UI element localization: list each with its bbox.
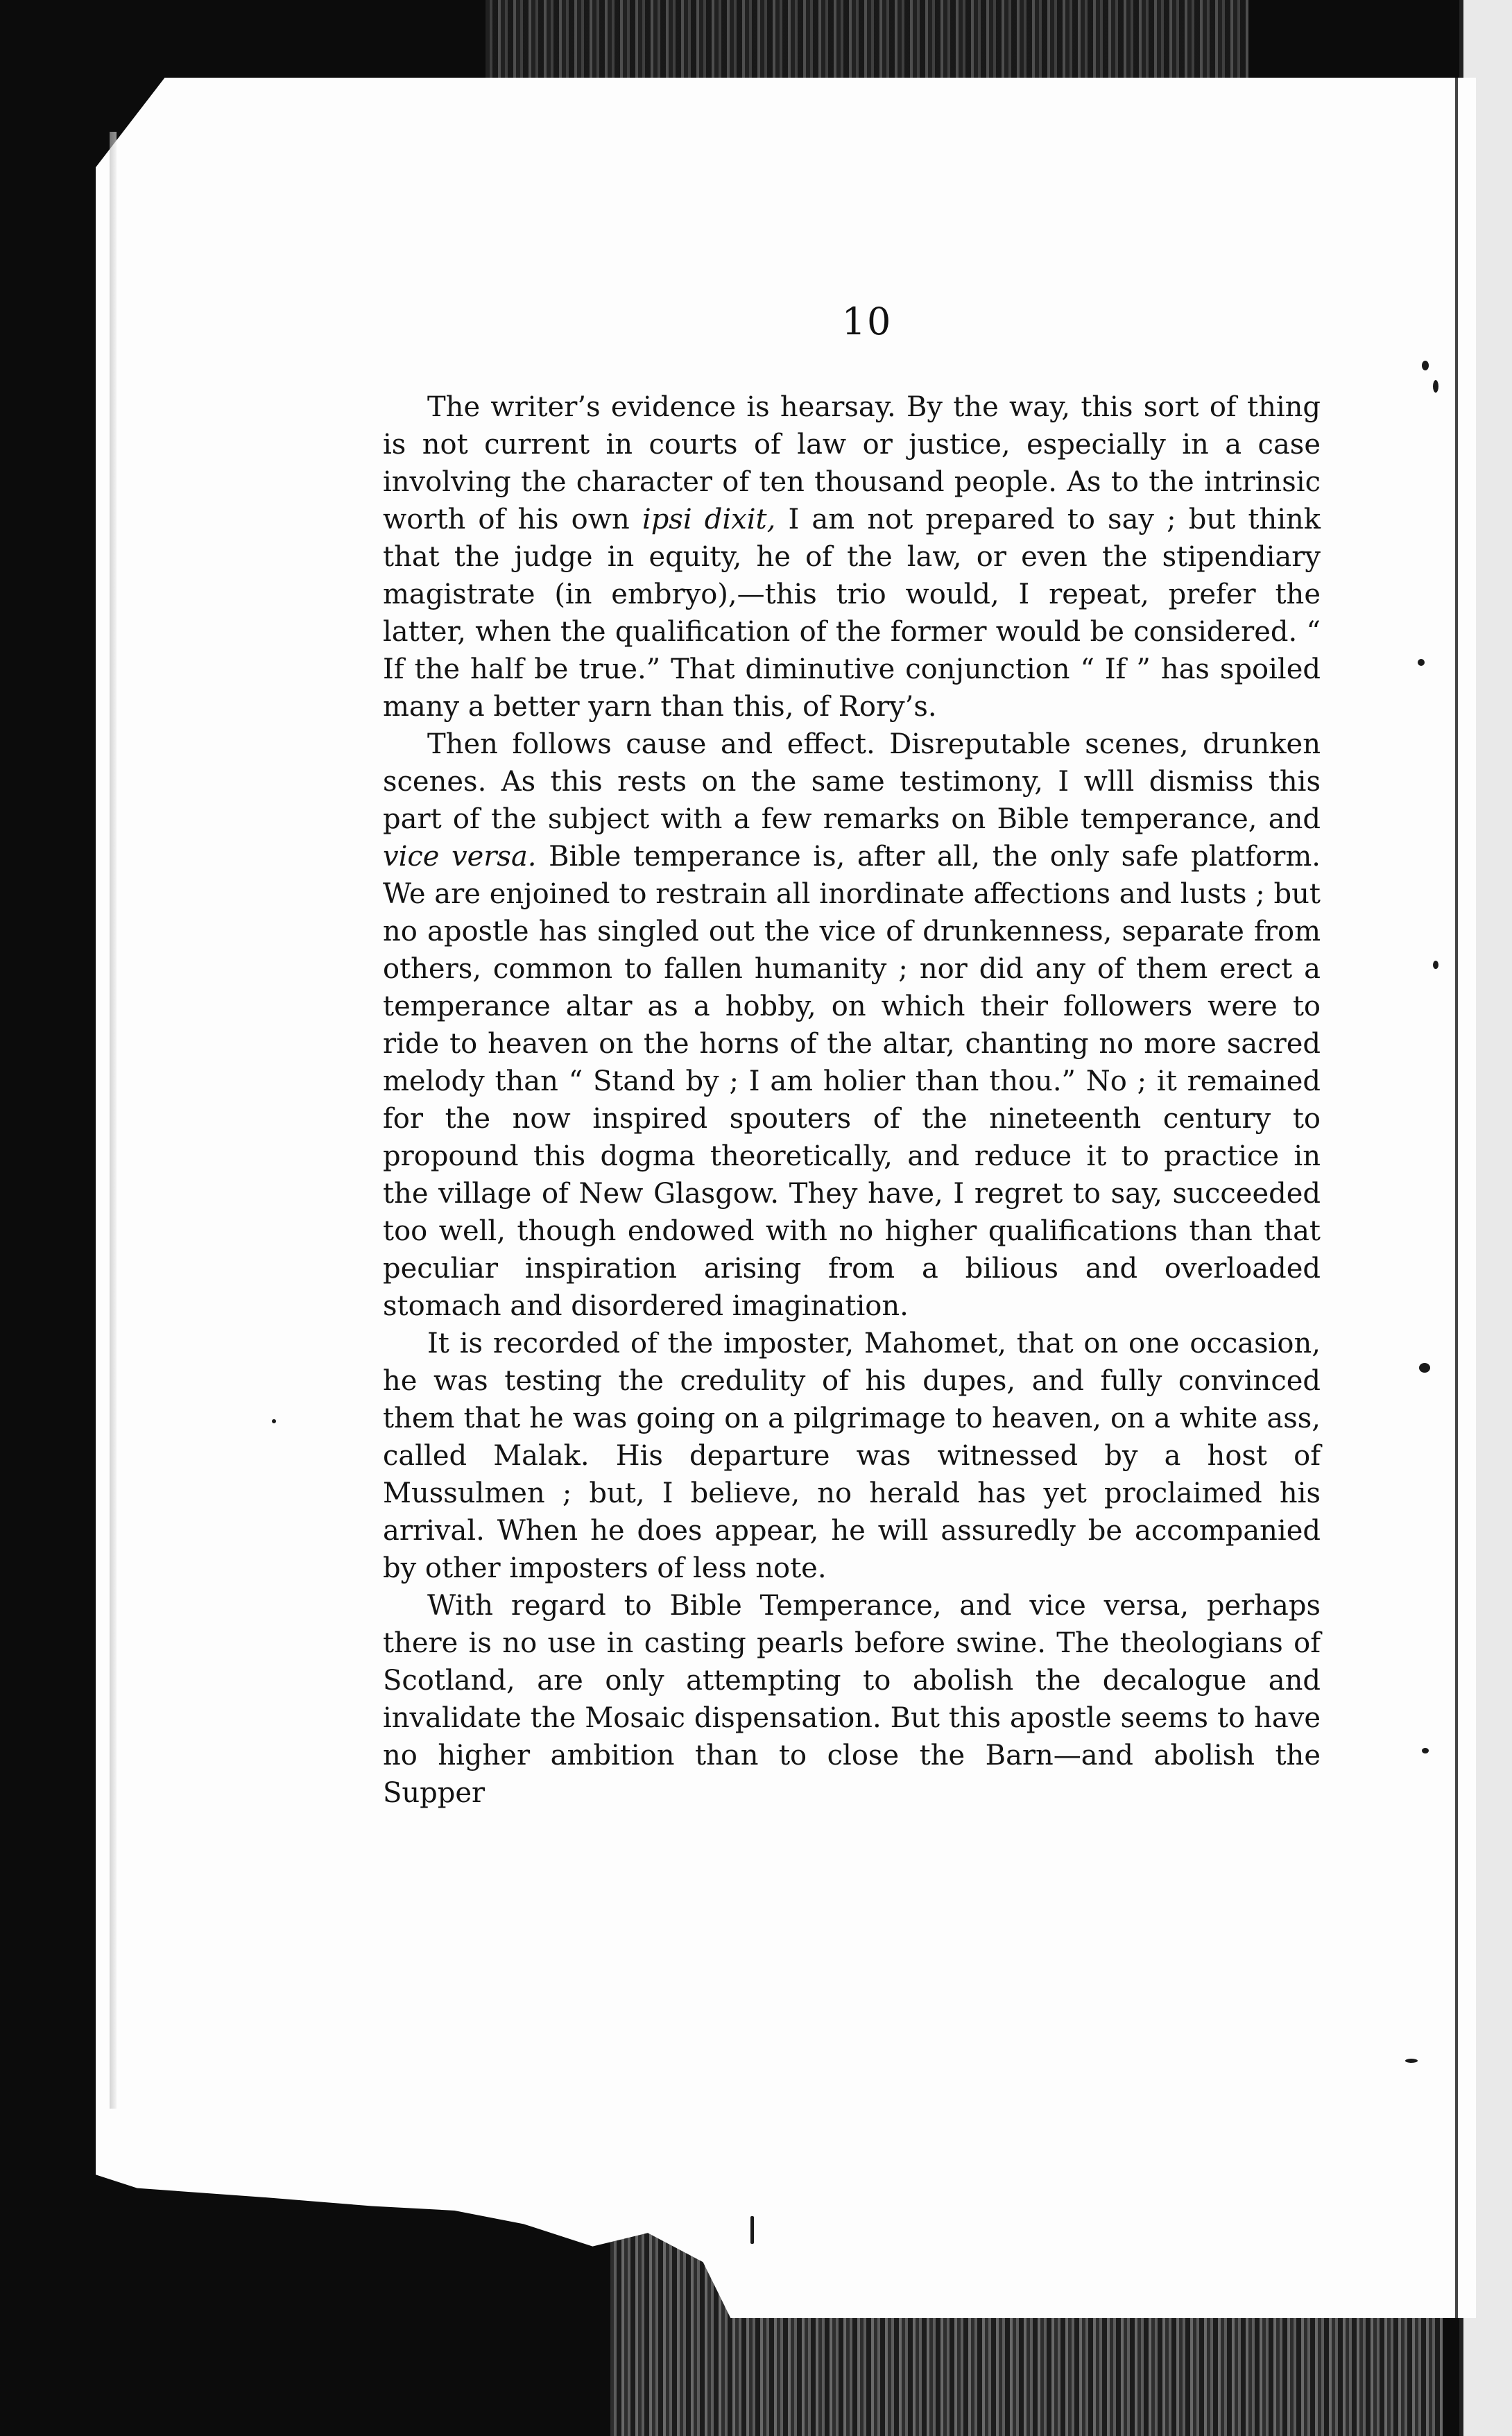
body-text xyxy=(383,388,1321,1812)
paragraph xyxy=(383,1587,1321,1812)
scan-speck xyxy=(1433,961,1438,969)
scan-speck xyxy=(272,1419,276,1423)
paragraph xyxy=(383,1325,1321,1587)
page-fold-shadow xyxy=(110,132,117,2109)
text-run: Then follows cause and effect. Disreputable scenes, drunken scenes. As this rests on the same testimony, I wlll dismiss this part of the subject with a few remarks on Bible temperance, and xyxy=(383,728,1321,835)
scan-speck xyxy=(1405,2059,1418,2063)
text-run: With regard to Bible Temperance, and vice versa, perhaps there is no use in casting pearls before swine. The theologians of Scotland, are only attempting to abolish the decalogue and invalidate the Mosaic dispensation. But this apostle seems to have no higher ambition than to close the Barn—and abolish the Supper xyxy=(383,1590,1321,1809)
paragraph xyxy=(383,388,1321,726)
scan-speck xyxy=(750,2216,754,2244)
text-run: Bible temperance is, after all, the only safe platform. We are enjoined to restrain all inordinate affections and lusts ; but no apostle has singled out the vice of drunkenness, separate from others, common to fallen humanity ; nor did any of them erect a temperance altar as a hobby, on which their followers were to ride to heaven on the horns of the altar, chanting no more sacred melody than “ Stand by ; I am holier than thou.” No ; it remained for the now inspired spouters of the nineteenth century to propound this dogma theoretically, and reduce it to practice in the village of New Glasgow. They have, I regret to say, succeeded too well, though endowed with no higher qualifications than that peculiar inspiration arising from a bilious and overloaded stomach and disordered imagination. xyxy=(383,841,1321,1322)
scan-speck xyxy=(1433,380,1438,393)
scan-speck xyxy=(1422,361,1429,370)
scan-speck xyxy=(1422,1748,1429,1753)
italic-phrase: vice versa. xyxy=(383,841,537,873)
text-run: I am not prepared to say ; but think that the judge in equity, he of the law, or even the stipendiary magistrate (in embryo),—this trio would, I repeat, prefer the latter, when the qualification of the former would be considered. “ If the half be true.” That diminutive conjunction “ If ” has spoiled many a better yarn than this, of Rory’s. xyxy=(383,504,1321,723)
scan-speck xyxy=(1419,1363,1430,1373)
text-run: The writer’s evidence is hearsay. By the way, this sort of thing is not current in courts of law or justice, especially in a case involving the character of ten thousand people. As to the intrinsic worth of his own xyxy=(383,391,1321,535)
page-number: 10 xyxy=(841,300,893,343)
paragraph xyxy=(383,726,1321,1325)
text-run: It is recorded of the imposter, Mahomet, that on one occasion, he was testing the credulity of his dupes, and fully convinced them that he was going on a pilgrimage to heaven, on a white ass, called Malak. His departure was witnessed by a host of Mussulmen ; but, I believe, no herald has yet proclaimed his arrival. When he does appear, he will assuredly be accompanied by other imposters of less note. xyxy=(383,1328,1321,1584)
scan-speck xyxy=(1418,659,1425,666)
book-gutter xyxy=(1455,78,1458,2318)
italic-phrase: ipsi dixit, xyxy=(642,504,776,535)
